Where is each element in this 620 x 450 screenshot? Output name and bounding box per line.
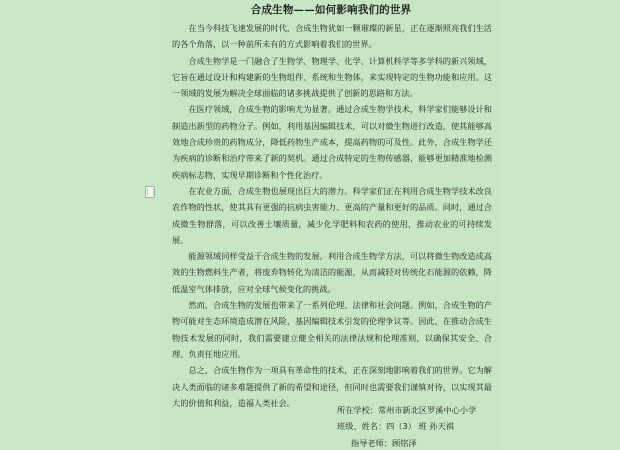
document-page xyxy=(162,0,500,450)
paragraph-conclusion: 总之，合成生物作为一项具有革命性的技术，正在深刻地影响着我们的世界。它为解决人类面临的诸多难题提供了新的希望和途径，但同时也需要我们谨慎对待，以实现其最大的价值和利益，造福人类社会。 xyxy=(172,365,492,408)
document-body[interactable] xyxy=(172,20,492,411)
paragraph-definition: 合成生物学是一门融合了生物学、物理学、化学、计算机科学等多学科的新兴领域，它旨在通过设计和构建新的生物组件、系统和生物体，来实现特定的生物功能和应用。这一领域的发展为解决全球面临的诸多挑战提供了创新的思路和方法。 xyxy=(172,55,492,99)
paragraph-agriculture: 在农业方面，合成生物也展现出巨大的潜力。科学家们正在利用合成生物学技术改良农作物的性状，使其具有更强的抗病虫害能力、更高的产量和更好的品质。同时，通过合成微生物群落，可以改善土壤质量，减少化学肥料和农药的使用，推动农业的可持续发展。 xyxy=(172,185,492,245)
document-title: 合成生物——如何影响我们的世界 xyxy=(250,4,412,16)
signature-school: 所在学校：常州市新北区罗溪中心小学 xyxy=(337,405,477,415)
signature-teacher: 指导老师：顾铭泽 xyxy=(351,437,417,448)
signature-block xyxy=(337,402,476,450)
grip-dots-icon: ⋮⋮ xyxy=(144,187,156,196)
paragraph-medical: 在医疗领域，合成生物的影响尤为显著。通过合成生物学技术，科学家们能够设计和制造出新型的药物分子。例如，利用基因编辑技术，可以对微生物进行改造，使其能够高效地合成珍贵的药物成分，降低药物生产成本，提高药物的可及性。此外，合成生物学还为疾病的诊断和治疗带来了新的契机。通过合成特定的生物传感器，能够更加精准地检测疾病标志物，实现早期诊断和个性化治疗。 xyxy=(172,104,492,180)
paragraph-intro: 在当今科技飞速发展的时代，合成生物犹如一颗璀璨的新星，正在逐渐照亮我们生活的各个角落，以一种前所未有的方式影响着我们的世界。 xyxy=(172,23,492,50)
paragraph-ethics: 然而，合成生物的发展也带来了一系列伦理、法律和社会问题。例如，合成生物的产物可能对生态环境造成潜在风险，基因编辑技术引发的伦理争议等。因此，在推动合成生物技术发展的同时，我们需要建立健全相关的法律法规和伦理准则，以确保其安全、合理、负责任地应用。 xyxy=(172,300,492,359)
drag-handle-icon[interactable] xyxy=(145,186,155,198)
paragraph-energy: 能源领域同样受益于合成生物的发展。利用合成生物学方法，可以将微生物改造成高效的生物燃料生产者，将废弃物转化为清洁的能源，从而减轻对传统化石能源的依赖，降低温室气体排放，应对全球气候变化的挑战。 xyxy=(172,251,492,294)
signature-class-name: 班级、姓名：四（3） 班 孙天祺 xyxy=(337,421,454,432)
